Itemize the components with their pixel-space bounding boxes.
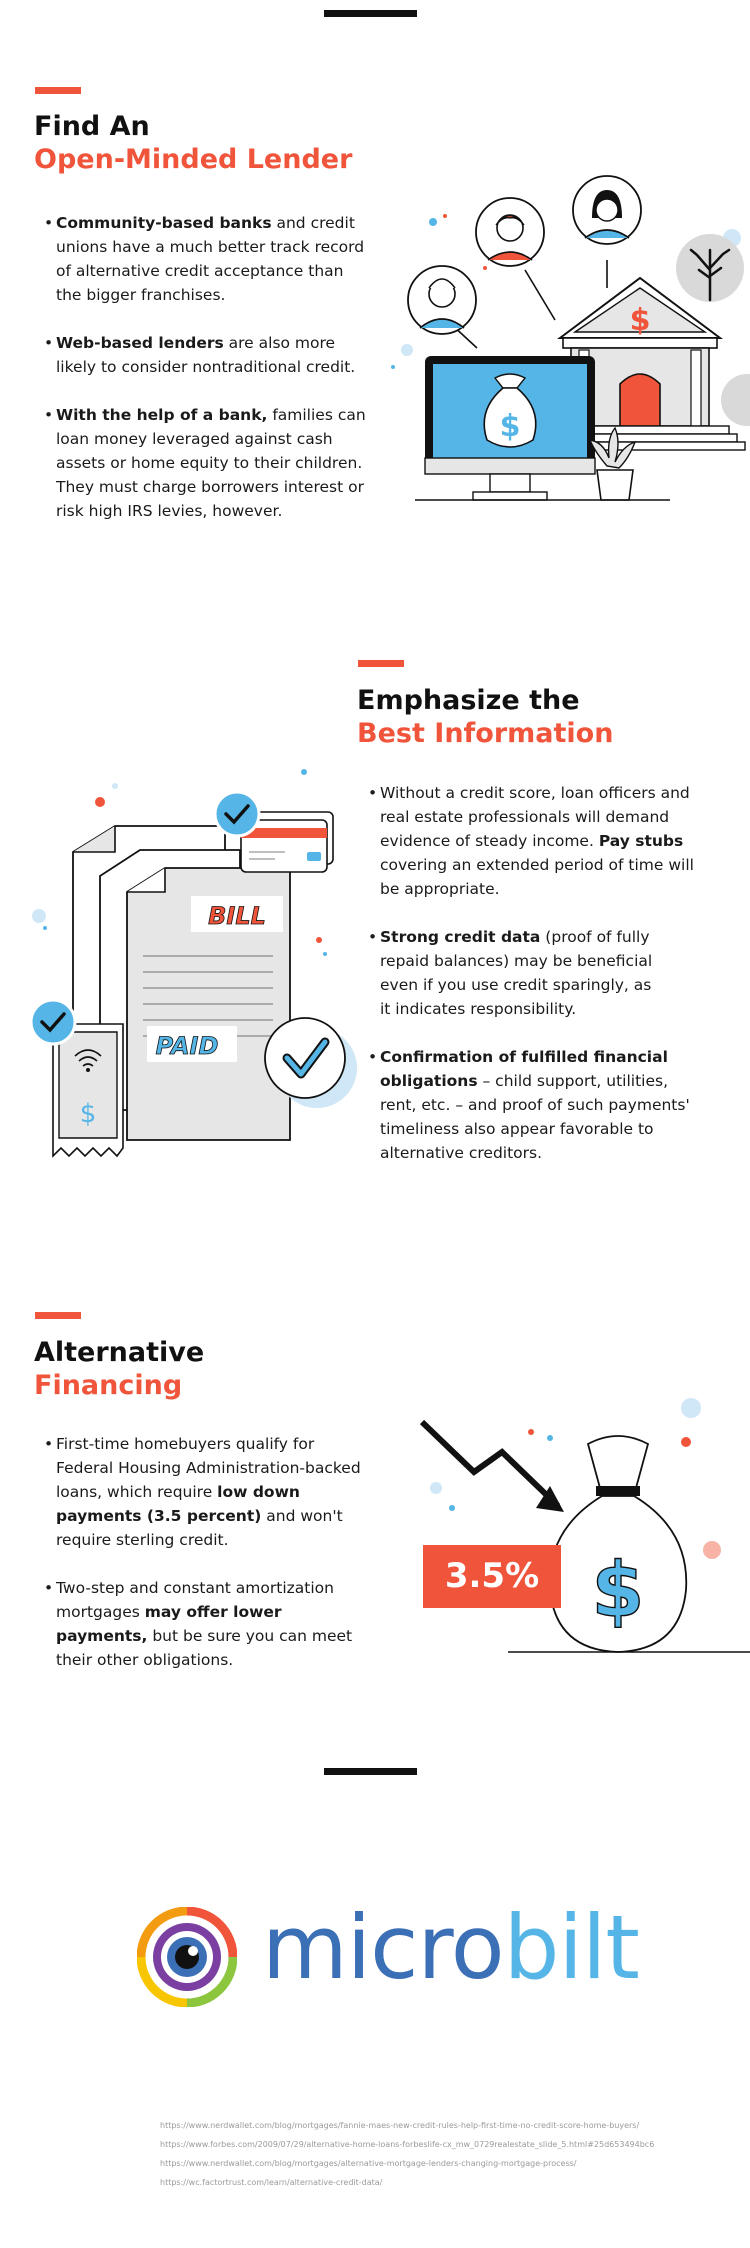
section2-title-line2: Best Information — [357, 718, 614, 749]
section1-accent-bar — [35, 87, 81, 94]
bank-dollar-symbol: $ — [629, 303, 651, 338]
avatar — [408, 266, 476, 334]
section1-title-line1: Find An — [34, 111, 150, 142]
section1-bullet-list — [44, 211, 366, 547]
references-list — [160, 2116, 654, 2192]
bills-illustration — [25, 760, 360, 1180]
avatar — [573, 176, 641, 244]
reference-link[interactable]: https://www.nerdwallet.com/blog/mortgages/alternative-mortgage-lenders-changing-mortgage-process/ — [160, 2159, 577, 2168]
checkmark-icon — [31, 1000, 75, 1044]
list-item: • Two-step and constant amortization mortgages may offer lower payments, but be sure you can meet their other obligations. — [44, 1576, 368, 1672]
top-divider-bar — [324, 10, 417, 17]
list-item: • Without a credit score, loan officers and real estate professionals will demand evidence of steady income. Pay stubs covering an extended period of time will be appropriate. — [368, 781, 714, 901]
list-item: • Web-based lenders are also more likely to consider nontraditional credit. — [44, 331, 366, 379]
receipt-icon — [53, 1024, 123, 1156]
section3-heading — [34, 1336, 204, 1402]
receipt-dollar-symbol: $ — [79, 1099, 97, 1129]
section3-accent-bar — [35, 1312, 81, 1319]
bill-document-icon — [127, 868, 290, 1140]
list-item: • Community-based banks and credit unions have a much better track record of alternative credit acceptance than the bigger franchises. — [44, 211, 366, 307]
section1-title-line2: Open-Minded Lender — [34, 144, 353, 175]
section2-title-line1: Emphasize the — [357, 685, 580, 716]
bottom-divider-bar — [324, 1768, 417, 1775]
trend-down-arrow-icon — [422, 1422, 564, 1512]
money-bag-icon — [550, 1436, 687, 1652]
paid-label: PAID — [155, 1032, 219, 1060]
section3-title-line1: Alternative — [34, 1337, 205, 1368]
section3-bullet-list — [44, 1432, 368, 1696]
reference-link[interactable]: https://www.nerdwallet.com/blog/mortgages/fannie-maes-new-credit-rules-help-first-time-no-credit-score-home-buyers/ — [160, 2121, 640, 2130]
section3-title-line2: Financing — [34, 1370, 183, 1401]
reference-link[interactable]: https://www.forbes.com/2009/07/29/alternative-home-loans-forbeslife-cx_mw_0729realestate_slide_5.html#25d653494bc6 — [160, 2140, 655, 2149]
section2-heading — [357, 684, 613, 750]
section2-bullet-list — [368, 781, 714, 1189]
checkmark-icon — [215, 792, 259, 836]
bill-label: BILL — [208, 902, 266, 930]
microbilt-logo-icon — [137, 1907, 237, 2007]
monitor-icon — [425, 356, 595, 500]
microbilt-wordmark — [262, 1898, 639, 1998]
brand-name-part2: bilt — [503, 1896, 639, 1999]
financing-illustration — [410, 1390, 750, 1660]
section2-accent-bar — [358, 660, 404, 667]
rate-badge: 3.5% — [423, 1545, 561, 1608]
lender-illustration — [385, 170, 750, 525]
section1-heading — [34, 110, 352, 176]
bag-dollar-symbol: $ — [591, 1545, 645, 1634]
list-item: • Confirmation of fulfilled financial obligations – child support, utilities, rent, etc. – and proof of such payments' timeliness also appear favorable to alternative creditors. — [368, 1045, 714, 1165]
list-item: • Strong credit data (proof of fully repaid balances) may be beneficial even if you use credit sparingly, as it indicates responsibility. — [368, 925, 714, 1021]
money-bag-dollar-symbol: $ — [499, 409, 521, 444]
list-item: • With the help of a bank, families can loan money leveraged against cash assets or home equity to their children. They must charge borrowers interest or risk high IRS levies, however. — [44, 403, 366, 523]
list-item: • First-time homebuyers qualify for Federal Housing Administration-backed loans, which require low down payments (3.5 percent) and won't require sterling credit. — [44, 1432, 368, 1552]
brand-name-part1: micro — [262, 1896, 504, 1999]
tree-icon — [676, 234, 744, 302]
reference-link[interactable]: https://wc.factortrust.com/learn/alternative-credit-data/ — [160, 2178, 383, 2187]
avatar — [476, 198, 544, 266]
